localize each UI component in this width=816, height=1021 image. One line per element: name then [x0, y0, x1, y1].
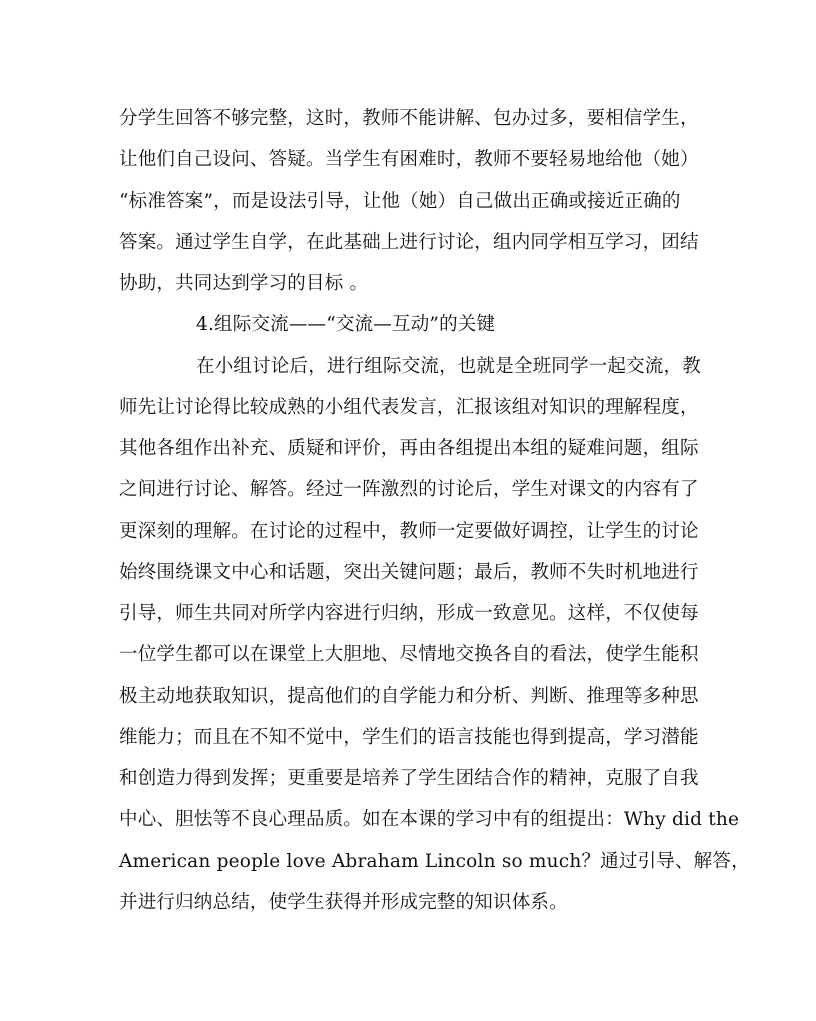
paragraph-1-line-5: 协助，共同达到学习的目标 。	[119, 273, 369, 294]
paragraph-2-line-6: 始终围绕课文中心和话题，突出关键问题；最后，教师不失时机地进行	[119, 562, 699, 583]
paragraph-1-line-3: “标准答案”，而是设法引导，让他（她）自己做出正确或接近正确的	[119, 191, 681, 212]
paragraph-1-line-4: 答案。通过学生自学，在此基础上进行讨论，组内同学相互学习，团结	[119, 232, 699, 253]
paragraph-2-line-5: 更深刻的理解。在讨论的过程中，教师一定要做好调控，让学生的讨论	[119, 521, 699, 542]
paragraph-1-line-1: 分学生回答不够完整，这时，教师不能讲解、包办过多，要相信学生，	[119, 108, 699, 129]
paragraph-1-line-2: 让他们自己设问、答疑。当学生有困难时，教师不要轻易地给他（她）	[119, 149, 699, 170]
paragraph-2-line-2: 师先让讨论得比较成熟的小组代表发言，汇报该组对知识的理解程度，	[119, 397, 699, 418]
paragraph-2-line-10: 维能力；而且在不知不觉中，学生们的语言技能也得到提高，学习潜能	[119, 727, 699, 748]
paragraph-2-line-14: 并进行归纳总结，使学生获得并形成完整的知识体系。	[119, 892, 568, 913]
paragraph-2-line-1: 在小组讨论后，进行组际交流，也就是全班同学一起交流，教	[196, 356, 701, 377]
paragraph-2-line-3: 其他各组作出补充、质疑和评价，再由各组提出本组的疑难问题，组际	[119, 438, 699, 459]
paragraph-2-line-9: 极主动地获取知识，提高他们的自学能力和分析、判断、推理等多种思	[119, 686, 699, 707]
section-heading: 4.组际交流——“交流—互动”的关键	[196, 314, 496, 335]
paragraph-2-line-13: American people love Abraham Lincoln so much？通过引导、解答，	[119, 851, 750, 872]
paragraph-2-line-7: 引导，师生共同对所学内容进行归纳，形成一致意见。这样，不仅使每	[119, 603, 699, 624]
paragraph-2-line-12: 中心、胆怯等不良心理品质。如在本课的学习中有的组提出：Why did the	[119, 809, 740, 830]
paragraph-2-line-11: 和创造力得到发挥；更重要是培养了学生团结合作的精神，克服了自我	[119, 768, 699, 789]
paragraph-2-line-8: 一位学生都可以在课堂上大胆地、尽情地交换各自的看法，使学生能积	[119, 644, 699, 665]
paragraph-2-line-4: 之间进行讨论、解答。经过一阵激烈的讨论后，学生对课文的内容有了	[119, 479, 699, 500]
